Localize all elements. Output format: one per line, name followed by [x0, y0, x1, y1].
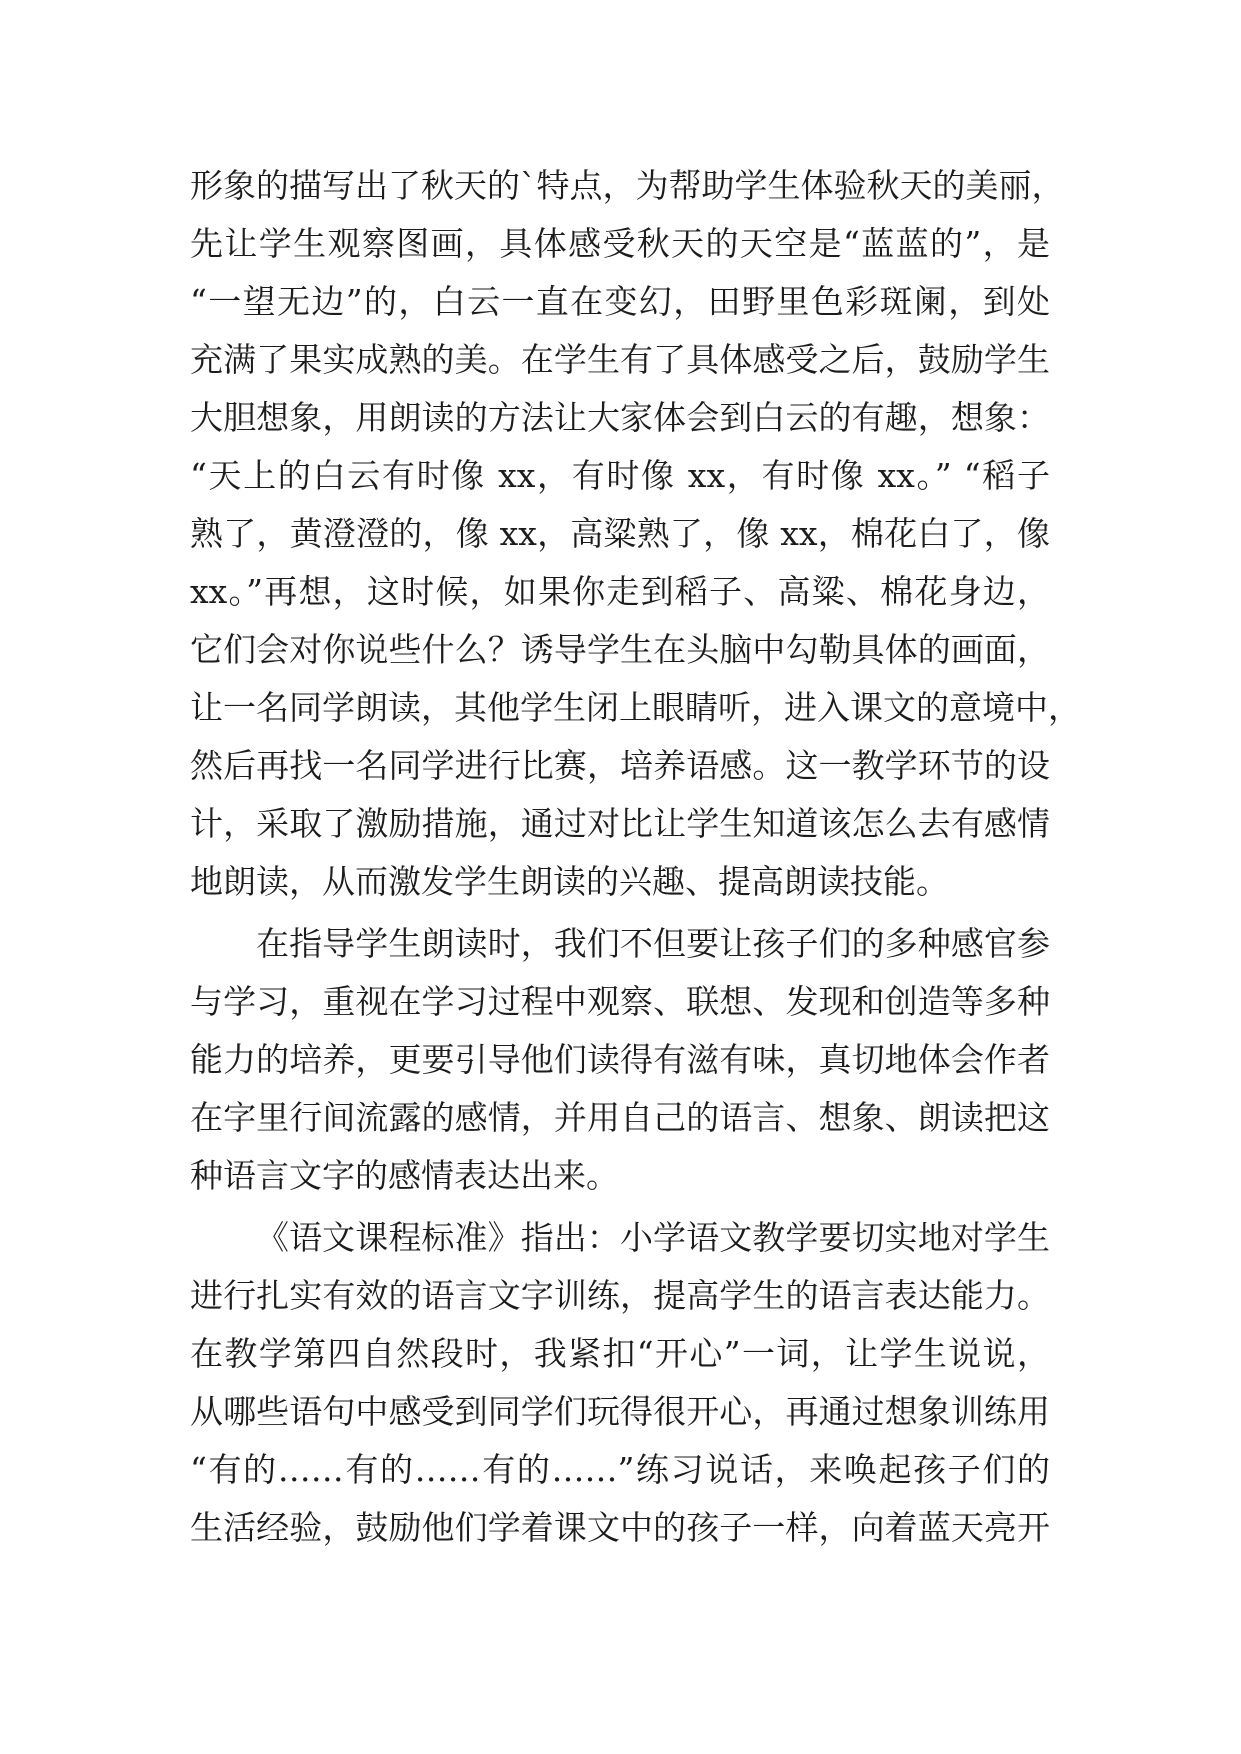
text-line: 生活经验，鼓励他们学着课文中的孩子一样，向着蓝天亮开 [190, 1508, 1050, 1547]
text-line: 大胆想象，用朗读的方法让大家体会到白云的有趣，想象： [190, 398, 1050, 437]
text-line: 从哪些语句中感受到同学们玩得很开心，再通过想象训练用 [190, 1392, 1050, 1431]
text-line: 《语文课程标准》指出：小学语文教学要切实地对学生 [256, 1218, 1050, 1257]
text-line: 在指导学生朗读时，我们不但要让孩子们的多种感官参 [256, 924, 1050, 963]
text-line: 地朗读，从而激发学生朗读的兴趣、提高朗读技能。 [190, 862, 949, 901]
text-line: 计，采取了激励措施，通过对比让学生知道该怎么去有感情 [190, 804, 1050, 843]
text-line: 充满了果实成熟的美。在学生有了具体感受之后，鼓励学生 [190, 340, 1050, 379]
text-line: 进行扎实有效的语言文字训练，提高学生的语言表达能力。 [190, 1276, 1050, 1315]
text-line: 熟了，黄澄澄的，像 xx，高粱熟了，像 xx，棉花白了，像 [190, 514, 1050, 553]
text-line: “一望无边”的，白云一直在变幻，田野里色彩斑阑，到处 [190, 282, 1050, 321]
text-line: “有的……有的……有的……”练习说话，来唤起孩子们的 [190, 1450, 1050, 1489]
text-line: xx。”再想，这时候，如果你走到稻子、高粱、棉花身边， [190, 572, 1050, 611]
text-line: 种语言文字的感情表达出来。 [190, 1156, 619, 1195]
text-line: 让一名同学朗读，其他学生闭上眼睛听，进入课文的意境中， [190, 688, 1081, 727]
text-line: 先让学生观察图画，具体感受秋天的天空是“蓝蓝的”，是 [190, 224, 1050, 263]
text-line: 在教学第四自然段时，我紧扣“开心”一词，让学生说说， [190, 1334, 1050, 1373]
text-line: “天上的白云有时像 xx，有时像 xx，有时像 xx。” “稻子 [190, 456, 1050, 495]
text-line: 能力的培养，更要引导他们读得有滋有味，真切地体会作者 [190, 1040, 1050, 1079]
text-line: 与学习，重视在学习过程中观察、联想、发现和创造等多种 [190, 982, 1050, 1021]
text-line: 形象的描写出了秋天的`特点，为帮助学生体验秋天的美丽， [190, 166, 1065, 205]
text-line: 在字里行间流露的感情，并用自己的语言、想象、朗读把这 [190, 1098, 1050, 1137]
text-line: 然后再找一名同学进行比赛，培养语感。这一教学环节的设 [190, 746, 1050, 785]
text-line: 它们会对你说些什么？诱导学生在头脑中勾勒具体的画面， [190, 630, 1050, 669]
